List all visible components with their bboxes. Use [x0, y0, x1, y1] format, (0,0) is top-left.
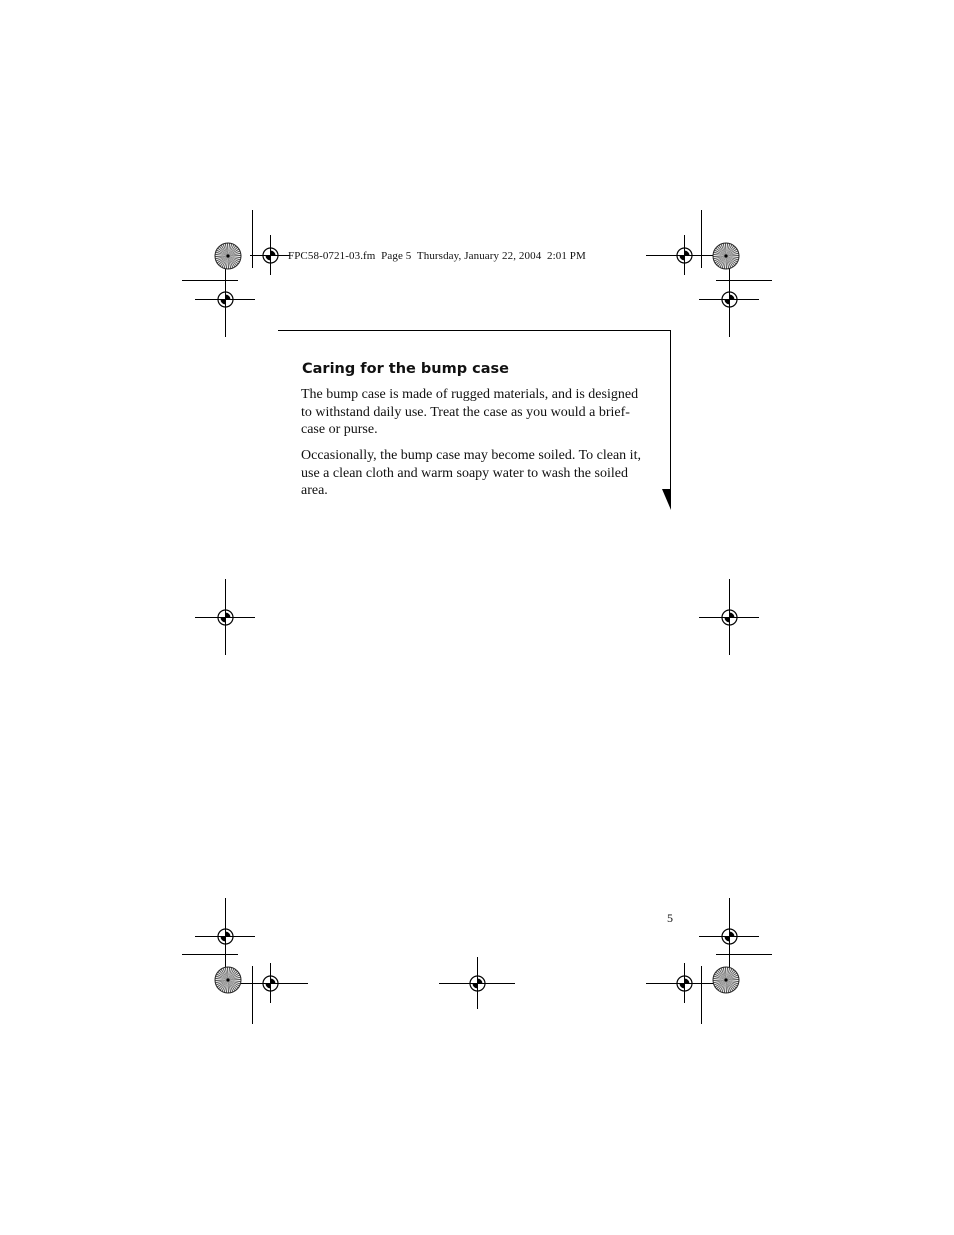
registration-target-icon [250, 235, 290, 275]
registration-target-icon [646, 963, 722, 1003]
registration-target-icon [646, 235, 722, 275]
registration-target-icon [232, 963, 308, 1003]
star-target-icon [215, 967, 241, 993]
registration-target-icon [699, 898, 759, 974]
text-line: area. [301, 483, 328, 499]
registration-target-icon [699, 579, 759, 655]
text-line: use a clean cloth and warm soapy water to wash the soiled [301, 465, 628, 481]
print-slug-line: FPC58-0721-03.fm Page 5 Thursday, January 22, 2004 2:01 PM [288, 250, 586, 262]
star-target-icon [713, 243, 739, 269]
text-line: case or purse. [301, 422, 378, 438]
thumb-tab-marker [662, 489, 671, 510]
registration-target-icon [195, 261, 255, 337]
body-paragraph [301, 447, 641, 500]
registration-target-icon [195, 898, 255, 974]
registration-target-icon [699, 261, 759, 337]
page-number: 5 [667, 911, 673, 925]
star-target-icon [215, 243, 241, 269]
registration-target-icon [195, 579, 255, 655]
text-line: Occasionally, the bump case may become soiled. To clean it, [301, 448, 641, 463]
body-paragraph [301, 386, 641, 439]
star-target-icon [713, 967, 739, 993]
text-line: to withstand daily use. Treat the case as you would a brief- [301, 404, 630, 420]
section-heading: Caring for the bump case [302, 361, 509, 377]
registration-target-icon [439, 957, 515, 1009]
text-line: The bump case is made of rugged materials, and is designed [301, 387, 639, 402]
